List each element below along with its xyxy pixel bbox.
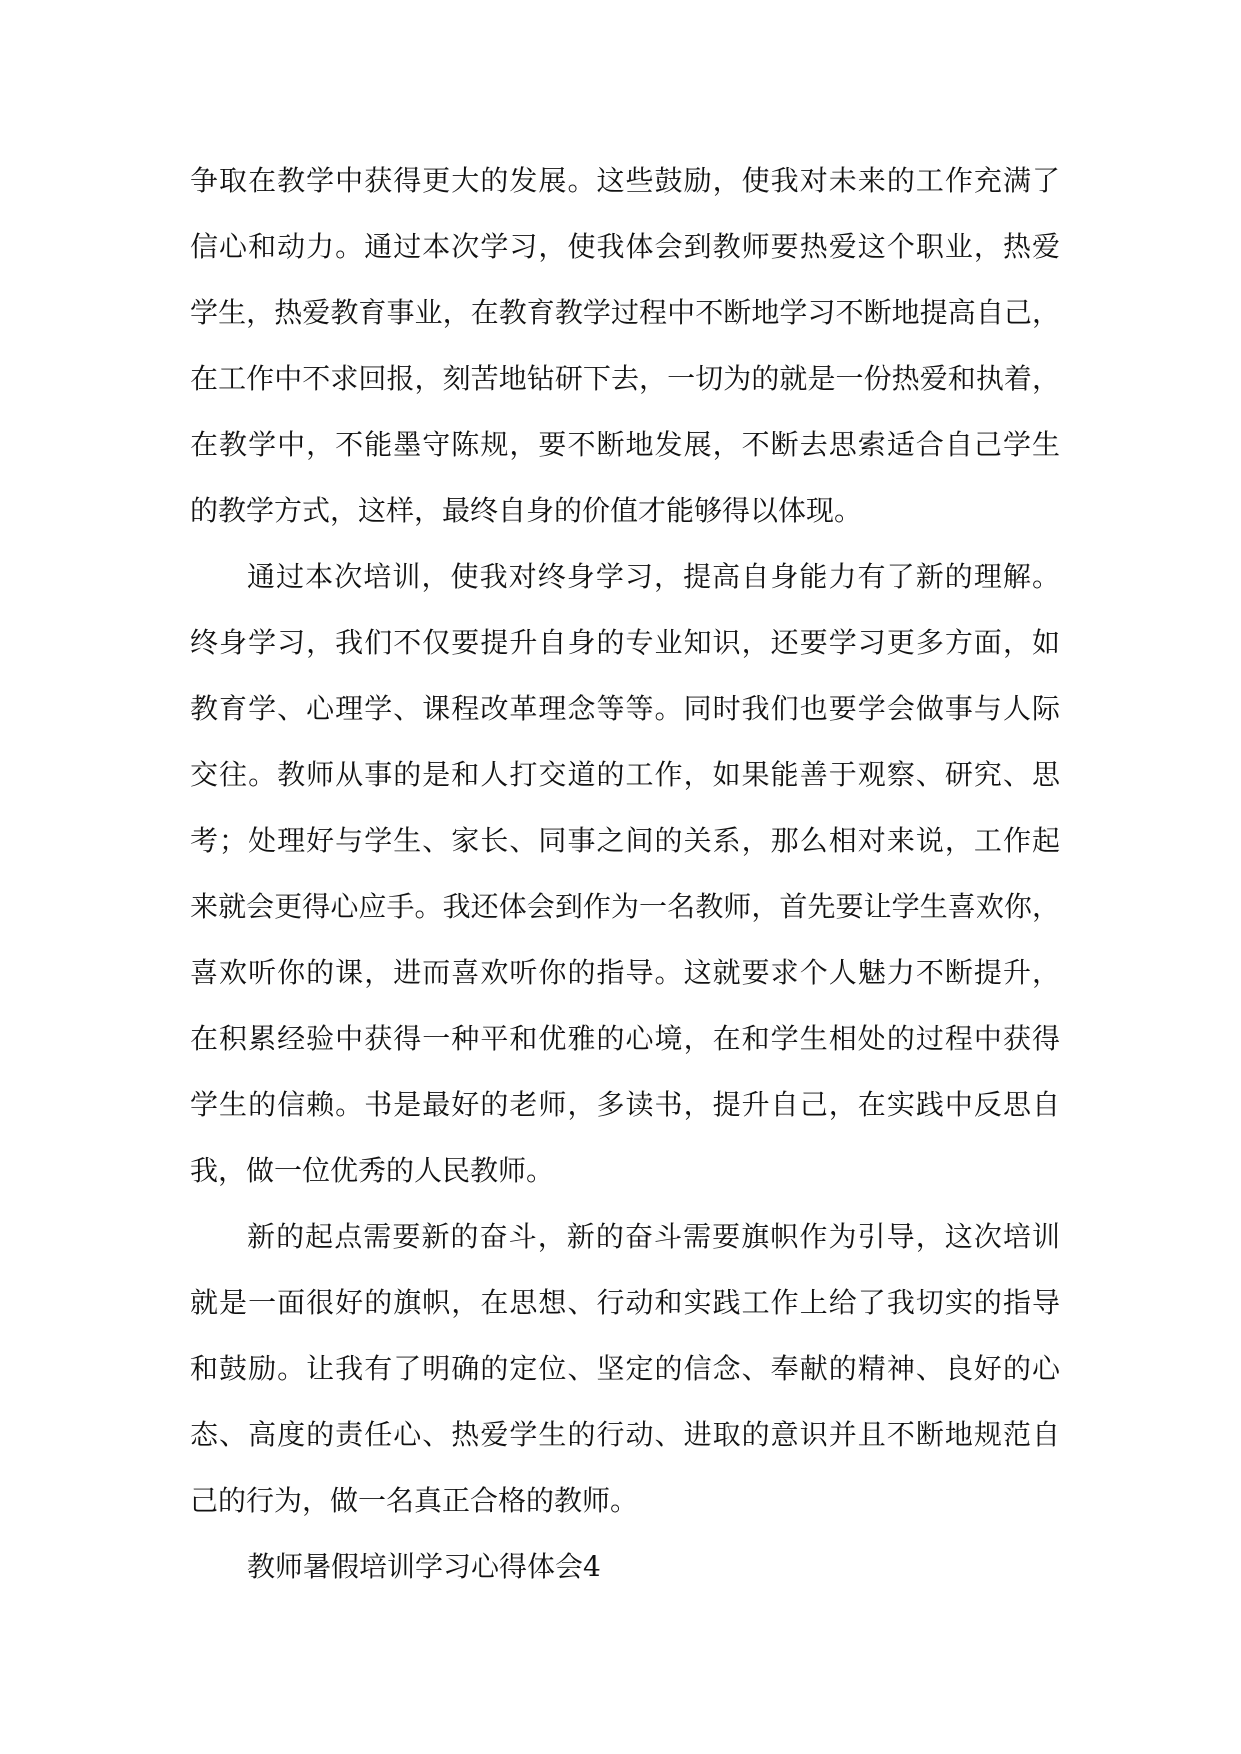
text-line: 新的起点需要新的奋斗，新的奋斗需要旗帜作为引导，这次培训	[247, 1220, 1060, 1253]
text-line: 交往。教师从事的是和人打交道的工作，如果能善于观察、研究、思	[190, 758, 1060, 791]
text-line: 教育学、心理学、课程改革理念等等。同时我们也要学会做事与人际	[190, 692, 1060, 725]
text-line: 和鼓励。让我有了明确的定位、坚定的信念、奉献的精神、良好的心	[190, 1352, 1060, 1385]
text-line: 在教学中，不能墨守陈规，要不断地发展，不断去思索适合自己学生	[190, 428, 1060, 461]
text-line: 在工作中不求回报，刻苦地钻研下去，一切为的就是一份热爱和执着，	[190, 362, 1060, 395]
text-line: 学生的信赖。书是最好的老师，多读书，提升自己，在实践中反思自	[190, 1088, 1060, 1121]
text-line: 的教学方式，这样，最终自身的价值才能够得以体现。	[190, 494, 863, 527]
document-body	[190, 148, 1060, 1600]
text-line: 争取在教学中获得更大的发展。这些鼓励，使我对未来的工作充满了	[190, 164, 1060, 197]
text-line: 来就会更得心应手。我还体会到作为一名教师，首先要让学生喜欢你，	[190, 890, 1060, 923]
text-line: 通过本次培训，使我对终身学习，提高自身能力有了新的理解。	[247, 560, 1060, 593]
text-line: 喜欢听你的课，进而喜欢听你的指导。这就要求个人魅力不断提升，	[190, 956, 1060, 989]
text-line: 态、高度的责任心、热爱学生的行动、进取的意识并且不断地规范自	[190, 1418, 1060, 1451]
section-heading: 教师暑假培训学习心得体会4	[247, 1550, 601, 1583]
text-line: 在积累经验中获得一种平和优雅的心境，在和学生相处的过程中获得	[190, 1022, 1060, 1055]
text-line: 信心和动力。通过本次学习，使我体会到教师要热爱这个职业，热爱	[190, 230, 1060, 263]
text-line: 学生，热爱教育事业，在教育教学过程中不断地学习不断地提高自己，	[190, 296, 1060, 329]
text-line: 终身学习，我们不仅要提升自身的专业知识，还要学习更多方面，如	[190, 626, 1060, 659]
text-line: 我，做一位优秀的人民教师。	[190, 1154, 555, 1187]
text-line: 考；处理好与学生、家长、同事之间的关系，那么相对来说，工作起	[190, 824, 1060, 857]
text-line: 就是一面很好的旗帜，在思想、行动和实践工作上给了我切实的指导	[190, 1286, 1060, 1319]
text-line: 己的行为，做一名真正合格的教师。	[190, 1484, 639, 1517]
